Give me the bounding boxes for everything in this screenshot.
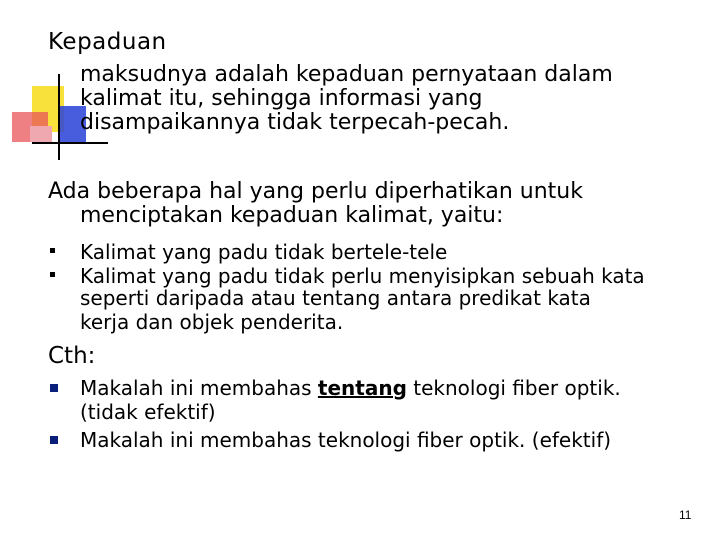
horizontal-line	[32, 142, 108, 144]
example-text: Makalah ini membahas	[80, 376, 318, 400]
definition-line: kalimat itu, sehingga informasi yang	[80, 86, 483, 111]
square-bullet-icon	[50, 248, 55, 253]
point-line: kerja dan objek penderita.	[80, 310, 344, 334]
page-heading: Kepaduan	[48, 29, 167, 55]
vertical-line	[58, 74, 60, 160]
example-line	[80, 376, 621, 400]
point-line: Kalimat yang padu tidak bertele-tele	[80, 240, 448, 264]
definition-line: maksudnya adalah kepaduan pernyataan dalam	[80, 62, 613, 87]
point-line: Kalimat yang padu tidak perlu menyisipkan sebuah kata	[80, 264, 645, 288]
definition-line: disampaikannya tidak terpecah-pecah.	[80, 110, 510, 135]
example-line: (tidak efektif)	[80, 400, 216, 424]
intro-line: menciptakan kepaduan kalimat, yaitu:	[80, 203, 504, 228]
example-underlined-word: tentang	[317, 376, 407, 400]
square-bullet-icon	[50, 272, 55, 277]
navy-bullet-icon	[50, 436, 58, 444]
example-heading: Cth:	[48, 343, 96, 369]
example-line: Makalah ini membahas teknologi fiber optik. (efektif)	[80, 428, 612, 452]
point-line: seperti daripada atau tentang antara predikat kata	[80, 286, 591, 310]
example-text: teknologi fiber optik.	[406, 376, 621, 400]
navy-bullet-icon	[50, 384, 58, 392]
pink-square	[30, 126, 52, 142]
intro-line: Ada beberapa hal yang perlu diperhatikan untuk	[48, 179, 583, 204]
page-number: 11	[679, 508, 692, 522]
